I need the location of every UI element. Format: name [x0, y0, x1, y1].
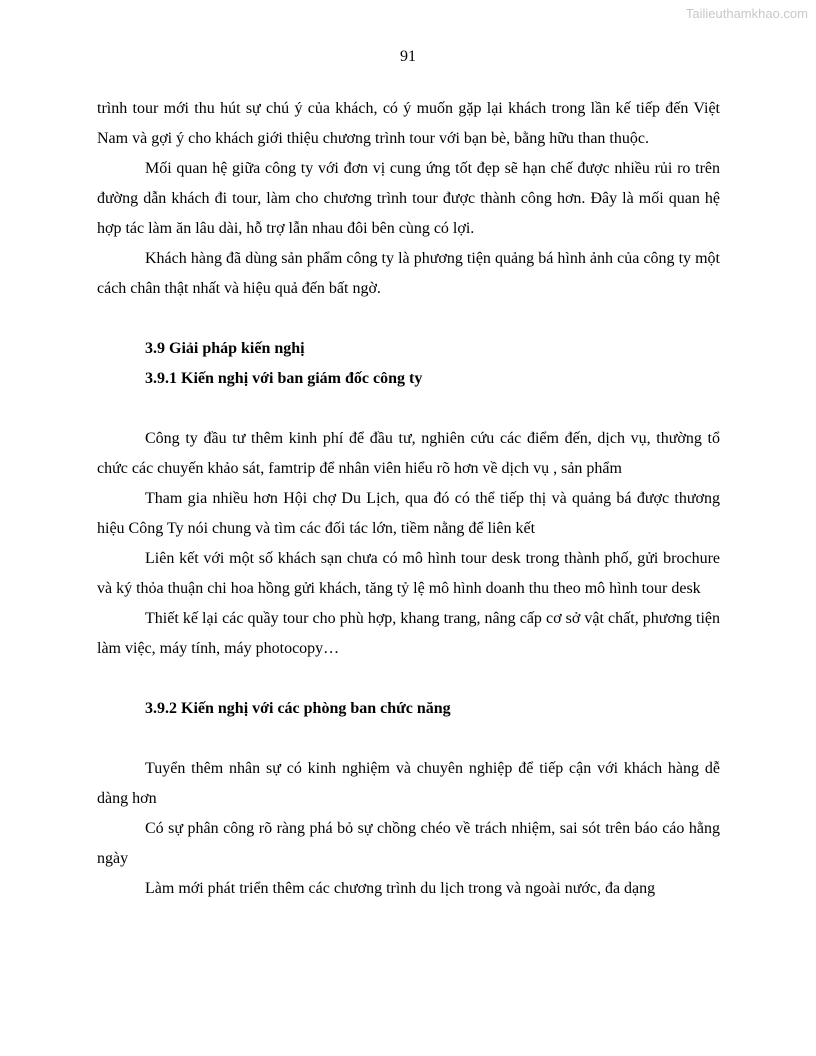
- recommendation-paragraph: Công ty đầu tư thêm kinh phí để đầu tư, nghiên cứu các điểm đến, dịch vụ, thường tổ chức các chuyến khảo sát, famtrip để nhân viên hiểu rõ hơn về dịch vụ , sản phẩm: [97, 430, 720, 477]
- watermark-text: Tailieuthamkhao.com: [685, 6, 808, 21]
- recommendation-paragraph: Thiết kế lại các quầy tour cho phù hợp, khang trang, nâng cấp cơ sở vật chất, phương tiện làm việc, máy tính, máy photocopy…: [97, 610, 720, 657]
- section-heading-3-9: 3.9 Giải pháp kiến nghị: [145, 340, 305, 357]
- subsection-heading-3-9-2: 3.9.2 Kiến nghị với các phòng ban chức năng: [145, 700, 451, 717]
- paragraph-continued: trình tour mới thu hút sự chú ý của khách, có ý muốn gặp lại khách trong lần kế tiếp đến Việt Nam và gợi ý cho khách giới thiệu chương trình tour với bạn bè, bằng hữu than thuộc.: [97, 100, 720, 147]
- page-number: 91: [400, 48, 416, 65]
- department-recommendation-paragraph: Tuyển thêm nhân sự có kinh nghiệm và chuyên nghiệp để tiếp cận với khách hàng dễ dàng hơn: [97, 760, 720, 807]
- recommendation-paragraph: Tham gia nhiều hơn Hội chợ Du Lịch, qua đó có thể tiếp thị và quảng bá được thương hiệu Công Ty nói chung và tìm các đối tác lớn, tiềm nằng để liên kết: [97, 490, 720, 537]
- spacer: [97, 664, 720, 694]
- spacer: [97, 304, 720, 334]
- recommendation-paragraph: Liên kết với một số khách sạn chưa có mô hình tour desk trong thành phố, gửi brochure và ký thỏa thuận chi hoa hồng gửi khách, tăng tỷ lệ mô hình doanh thu theo mô hình tour desk: [97, 550, 720, 597]
- paragraph-supplier-relations: Mối quan hệ giữa công ty với đơn vị cung ứng tốt đẹp sẽ hạn chế được nhiều rủi ro trên đường dẫn khách đi tour, làm cho chương trình tour được thành công hơn. Đây là mối quan hệ hợp tác làm ăn lâu dài, hỗ trợ lẫn nhau đôi bên cùng có lợi.: [97, 160, 720, 237]
- document-body: [97, 94, 720, 904]
- department-recommendation-paragraph: Có sự phân công rõ ràng phá bỏ sự chồng chéo về trách nhiệm, sai sót trên báo cáo hằng ngày: [97, 820, 720, 867]
- department-recommendation-paragraph: Làm mới phát triển thêm các chương trình du lịch trong và ngoài nước, đa dạng: [145, 880, 656, 897]
- spacer: [97, 724, 720, 754]
- spacer: [97, 394, 720, 424]
- subsection-heading-3-9-1: 3.9.1 Kiến nghị với ban giám đốc công ty: [145, 370, 423, 387]
- paragraph-customer-promotion: Khách hàng đã dùng sản phẩm công ty là phương tiện quảng bá hình ảnh của công ty một cách chân thật nhất và hiệu quả đến bất ngờ.: [97, 250, 720, 297]
